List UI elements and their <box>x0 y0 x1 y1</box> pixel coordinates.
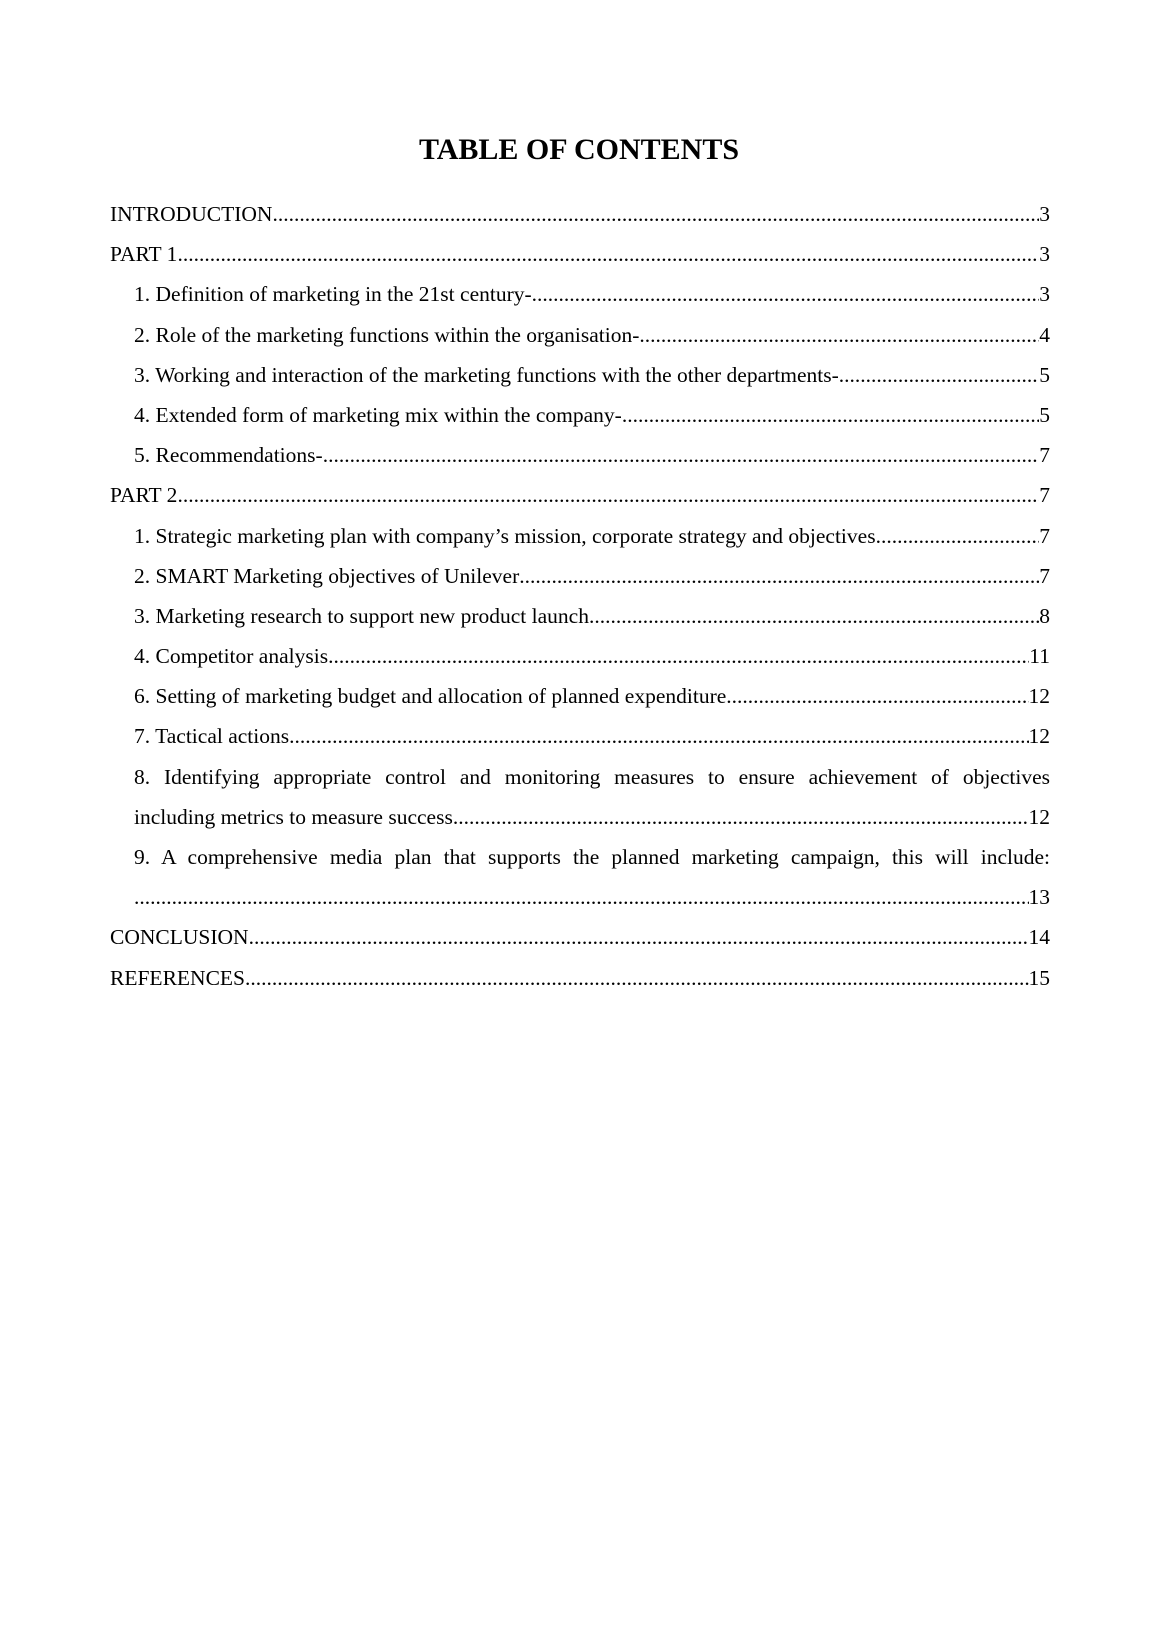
toc-entry-references[interactable] <box>110 958 1050 998</box>
toc-entry-label: 2. Role of the marketing functions within the organisation- <box>134 322 640 347</box>
dot-leader <box>245 958 1029 998</box>
toc-entry-strategic-marketing-plan[interactable] <box>110 516 1050 556</box>
dot-leader <box>839 355 1039 395</box>
toc-page-number: 12 <box>1028 684 1050 709</box>
toc-entry-label: 5. Recommendations- <box>134 443 323 468</box>
dot-leader <box>622 395 1039 435</box>
toc-entry-label: INTRODUCTION <box>110 202 273 226</box>
toc-entry-label-line-2: including metrics to measure success <box>134 804 453 829</box>
toc-entry-label: 7. Tactical actions <box>134 724 290 749</box>
dot-leader <box>289 716 1028 756</box>
dot-leader <box>532 274 1040 314</box>
toc-entry-label: 6. Setting of marketing budget and allocation of planned expenditure <box>134 684 727 709</box>
toc-page-number: 7 <box>1039 563 1050 588</box>
toc-page-number: 5 <box>1039 402 1050 427</box>
toc-entry-label-line-1: 8. Identifying appropriate control and monitoring measures to ensure achievement of objectives <box>134 764 1050 789</box>
dot-leader <box>589 596 1039 636</box>
toc-entry-extended-marketing-mix[interactable] <box>110 395 1050 435</box>
toc-entry-conclusion[interactable] <box>110 917 1050 957</box>
dot-leader <box>876 516 1040 556</box>
toc-page-number: 12 <box>1028 804 1050 829</box>
toc-entry-label: PART 2 <box>110 483 178 508</box>
toc-entry-label: 1. Strategic marketing plan with company’s mission, corporate strategy and objectives <box>134 523 876 548</box>
toc-entry-label: 1. Definition of marketing in the 21st century- <box>134 282 532 307</box>
toc-entry-control-and-monitoring[interactable] <box>110 757 1050 837</box>
dot-leader <box>177 234 1039 274</box>
toc-entry-label-line-1: 9. A comprehensive media plan that supports the planned marketing campaign, this will include: <box>134 845 1050 869</box>
toc-entry-media-plan[interactable] <box>110 837 1050 917</box>
toc-entry-recommendations[interactable] <box>110 435 1050 475</box>
toc-entry-marketing-research[interactable] <box>110 596 1050 636</box>
dot-leader <box>249 917 1029 957</box>
toc-entry-label: 4. Competitor analysis <box>134 644 329 669</box>
toc-page-number: 5 <box>1039 362 1050 387</box>
toc-entry-line-2 <box>134 877 1050 917</box>
toc-entry-label: CONCLUSION <box>110 925 249 950</box>
toc-entry-label: 2. SMART Marketing objectives of Unilever <box>134 563 520 588</box>
toc-list <box>110 194 1050 998</box>
toc-entry-label: 4. Extended form of marketing mix within the company- <box>134 402 622 427</box>
dot-leader <box>639 315 1039 355</box>
toc-entry-tactical-actions[interactable] <box>110 716 1050 756</box>
toc-page-number: 3 <box>1039 242 1050 267</box>
toc-entry-line-2 <box>134 797 1050 837</box>
toc-page-number: 7 <box>1039 443 1050 468</box>
page-title: TABLE OF CONTENTS <box>418 133 740 166</box>
toc-page-number: 8 <box>1039 603 1050 628</box>
toc-entry-label: REFERENCES <box>110 965 245 990</box>
toc-page-number: 4 <box>1039 322 1050 347</box>
dot-leader <box>134 877 1029 917</box>
toc-page-number: 7 <box>1039 523 1050 548</box>
toc-entry-label: 3. Marketing research to support new product launch <box>134 603 589 628</box>
toc-entry-working-and-interaction[interactable] <box>110 355 1050 395</box>
toc-page-number: 3 <box>1039 202 1050 226</box>
toc-page-number: 14 <box>1028 925 1050 950</box>
toc-entry-competitor-analysis[interactable] <box>110 636 1050 676</box>
toc-page-number: 15 <box>1028 965 1050 990</box>
dot-leader <box>453 797 1029 837</box>
toc-page-number: 3 <box>1039 282 1050 307</box>
dot-leader <box>726 676 1028 716</box>
toc-page-number: 12 <box>1028 724 1050 749</box>
toc-entry-part-2[interactable] <box>110 475 1050 515</box>
toc-entry-role-of-marketing-functions[interactable] <box>110 315 1050 355</box>
toc-page-number: 7 <box>1039 483 1050 508</box>
toc-entry-smart-objectives[interactable] <box>110 556 1050 596</box>
toc-entry-label: 3. Working and interaction of the marketing functions with the other departments- <box>134 362 839 387</box>
dot-leader <box>519 556 1039 596</box>
dot-leader <box>328 636 1029 676</box>
toc-page-number: 13 <box>1028 885 1050 910</box>
dot-leader <box>323 435 1040 475</box>
dot-leader <box>272 194 1039 234</box>
toc-entry-definition-of-marketing[interactable] <box>110 274 1050 314</box>
toc-page-number: 11 <box>1029 644 1050 669</box>
dot-leader <box>177 475 1039 515</box>
toc-entry-introduction[interactable] <box>110 194 1050 234</box>
toc-entry-label: PART 1 <box>110 242 178 267</box>
toc-entry-part-1[interactable] <box>110 234 1050 274</box>
toc-entry-marketing-budget[interactable] <box>110 676 1050 716</box>
